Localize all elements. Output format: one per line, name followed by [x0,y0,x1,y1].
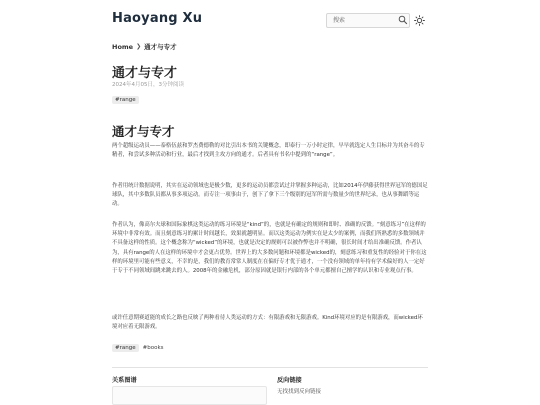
chevron-right-icon: ❯ [136,43,142,50]
post-meta: 2024年4月05日，3分钟阅读 [112,82,184,88]
graph-heading: 关系图谱 [112,377,137,384]
sun-icon[interactable] [414,15,425,26]
content-heading: 通才与专才 [112,124,175,139]
site-title[interactable]: Haoyang Xu [112,11,203,26]
search-input[interactable] [333,15,395,26]
breadcrumb-home-link[interactable]: Home [112,42,134,51]
tag-range[interactable]: #range [112,96,139,104]
divider [112,367,428,368]
backlinks-heading: 反向链接 [277,377,302,384]
post-tags [112,344,164,352]
paragraph-2: 作者用统计数据说明，其实在运动领域也是极少数，更多的运动员都尝试过并掌握多种运动，比如2014年伊藤获得世界冠军的德国足球队，其中多数队员都从事多项运动。而专注一项事由于，创下了拿下三个级别的冠军所需与数量少的世界纪录，也从事舞蹈等运动。 [112,183,428,208]
site-header [0,0,540,36]
paragraph-1: 两个超级运动员——泰格伍兹和罗杰费德勒的对比引出本书的关键概念，即泰行一万小时定律，早早就选定人生目标并为其奋斗的专精者，和尝试多种活动和行业，最后才找到主攻方向的通才。后者具有书名中提到的“range”。 [112,143,425,159]
search-icon[interactable] [398,15,408,25]
backlinks-empty-text: 无找找到反向链接 [277,389,322,395]
paragraph-3: 作者认为，像高尔夫球和国际象棋这类运动的练习环境是“kind”的，也就是有确定的规则和即时、准确的反馈。“刻意练习”在这样的环境中非常有效。而且刻意练习的累计时间越长，效果就越明显。而以这类运动为例实在是太少的案例，而我们所熟悉的多数领域并不具备这样的性质。这个概念称为“wicked”的环境，也就是决定的规则可以被作弊也并不明确，很长时间才给出准确反馈。作者认为，具有range的人在这样的环境中才会更占优势。世界上的大多数问题和环境都是wicked的，刻意练习和重复性的经验对于你在这样的环境里可能有些意义，不幸的是，我们的教育常常人制度在在偏好专才优于通才，一个没有领域的单年持有学术偏好的人一定好于专于不同领域间跳来跳去的人。2008年的金融危机，部分原因就是银行内部的各个单元都擅自己擅学的认识和专业观点行事。 [112,222,427,275]
paragraph-4: 或许任意期赛道能的成长之路也反映了两种看待人类运动的方式：有限游戏和无限游戏。Kind环境对应的是有限游戏，而wicked环境对应着无限游戏。 [112,315,423,331]
graph-view[interactable] [112,386,267,405]
tag-books[interactable]: #books [142,345,164,351]
breadcrumb [112,42,177,51]
tag-range-bottom[interactable]: #range [112,344,139,352]
page-title: 通才与专才 [112,66,178,81]
breadcrumb-current: 通才与专才 [144,43,177,51]
search-box[interactable] [326,13,410,28]
